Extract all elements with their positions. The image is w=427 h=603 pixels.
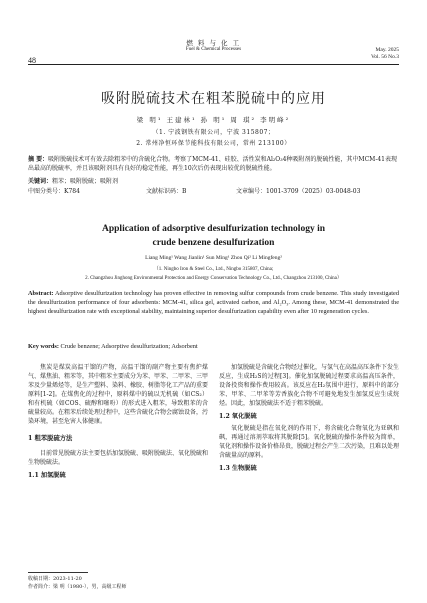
keywords-en: [28, 343, 399, 350]
journal-name-en: Fuel & Chemical Processes: [185, 47, 242, 52]
received-date: 收稿日期：2023-11-20: [28, 576, 82, 582]
affiliation-en-2: 2. Changzhou Jinghong Environmental Protection and Energy Conservation Technology Co., Ltd., Changzhou 213100, China）: [85, 276, 342, 281]
clc-number: 中图分类号：K784: [28, 188, 80, 195]
abstract-cn-text: 吸附脱硫技术可有效去除粗苯中的含硫化合物。考察了MCM-41、硅胶、活性炭和Al₂O₃4种吸附剂的脱硫性能，其中MCM-41表现出最高的脱硫率，并且该吸附剂具有良好的稳定性能，再生10次后仍表现出较优的脱硫性能。: [28, 156, 397, 172]
abstract-en-text: Adsorptive desulfurization technology has proven effective in removing sulfur compounds from crude benzene. This study investigated the desulfurization performance of four adsorbents: MCM-41, silica gel, activated carbon, and Al₂O₃. Among these, MCM-41 demonstrated the highest desulfurization rate with exceptional stability, maintaining superior desulfurization capability even after 10 regeneration cycles.: [28, 290, 399, 315]
document-code: 文献标识码：B: [146, 188, 187, 195]
keywords-cn-label: 关键词：: [28, 178, 53, 185]
abstract-en: [28, 289, 399, 316]
authors-en: Liang Ming¹ Wang Jianlin¹ Sun Ming¹ Zhou Qi² Li Mingfeng²: [145, 255, 282, 261]
affiliation-en-1: （1. Ningbo Iron & Steel Co., Ltd., Ningbo 315807, China;: [153, 267, 274, 272]
intro-paragraph: 焦炭是煤炭高温干馏的产物，高温干馏的副产物主要有焦炉煤气、煤焦油、粗苯等，其中粗苯主要成分为苯、甲苯、二甲苯、三甲苯及少量烯烃等，是生产塑料、染料、橡胶、树脂等化工产品的重要原料[1-2]。在煤焦化的过程中，原料煤中的硫以无机硫（如CS₂）和有机硫（如COS、硫醇和噻吩）的形式进入粗苯，导致粗苯的含硫量较高。在粗苯后续处理过程中，这些含硫化合物会腐蚀设备，污染环境，甚至危害人体健康。: [28, 364, 209, 425]
footnote-rule: [28, 572, 88, 573]
title-en-line-2: crude benzene desulfurization: [152, 238, 275, 248]
abstract-cn-label: 摘 要：: [28, 156, 49, 163]
journal-name-cn: 燃 料 与 化 工: [186, 39, 241, 47]
affiliation-cn-1: （1. 宁波钢铁有限公司，宁波 315807；: [152, 129, 275, 136]
title-en-line-1: Application of adsorptive desulfurization technology in: [102, 224, 325, 234]
issue-volume: Vol. 56 No.3: [370, 54, 399, 60]
title-en: [0, 222, 427, 250]
abstract-cn: [28, 156, 399, 173]
keywords-en-text: Crude benzene; Adsorptive desulfurization; Adsorbent: [60, 343, 198, 350]
affiliation-cn-2: 2. 常州净恒环保节能科技有限公司，常州 213100）: [136, 140, 291, 147]
article-number: 文章编号：1001-3709（2025）03-0048-03: [236, 188, 361, 195]
section-1-1-heading: 1.1 加氢脱硫: [28, 472, 66, 479]
body-right-column: [219, 363, 399, 476]
header-rule: [28, 64, 399, 65]
body-left-column: [28, 363, 208, 483]
author-bio: 作者简介：梁 明（1980-），男，高级工程师: [28, 584, 127, 590]
issue-date: May. 2025: [375, 47, 399, 53]
keywords-en-label: Key words:: [28, 343, 59, 350]
keywords-cn: [28, 178, 399, 186]
issue-info: [371, 47, 399, 61]
keywords-cn-text: 粗苯；吸附脱硫；吸附剂: [52, 178, 119, 185]
oxid-paragraph: 氧化脱硫是指在氧化剂的作用下，将含硫化合物氧化为亚砜和砜，再通过溶剂萃取将其脱除[5]。氧化脱硫的操作条件较为简单，氧化剂和操作设备价格昂贵，脱硫过程会产生二次污染，且难以处理含硫量高的原料。: [219, 425, 400, 459]
section-1-heading: 1 粗苯脱硫方法: [28, 435, 73, 442]
title-cn: 吸附脱硫技术在粗苯脱硫中的应用: [101, 91, 326, 107]
hydro-paragraph: 加氢脱硫是含硫化合物经过催化，与氢气在高温高压条件下发生反应，生成H₂S的过程[3]。催化加氢脱硫过程要求高温高压条件，设备投资和操作费用较高。该反应在H₂氛围中进行，原料中的部分苯、甲苯、二甲苯等芳香族化合物不可避免地发生加氢反应生成烷烃。因此，加氢脱硫法不适于粗苯脱硫。: [219, 364, 400, 407]
section-1-paragraph: 目前常见脱硫方法主要包括加氢脱硫、吸附脱硫法、氧化脱硫和生物脱硫法。: [28, 450, 209, 466]
section-1-2-heading: 1.2 氧化脱硫: [219, 413, 257, 420]
abstract-en-label: Abstract:: [28, 290, 54, 297]
section-1-3-heading: 1.3 生物脱硫: [219, 465, 257, 472]
authors-cn: 梁 明¹ 王建林¹ 孙 明¹ 周 琪² 李明峰²: [136, 116, 291, 124]
page-number: 48: [28, 56, 36, 65]
